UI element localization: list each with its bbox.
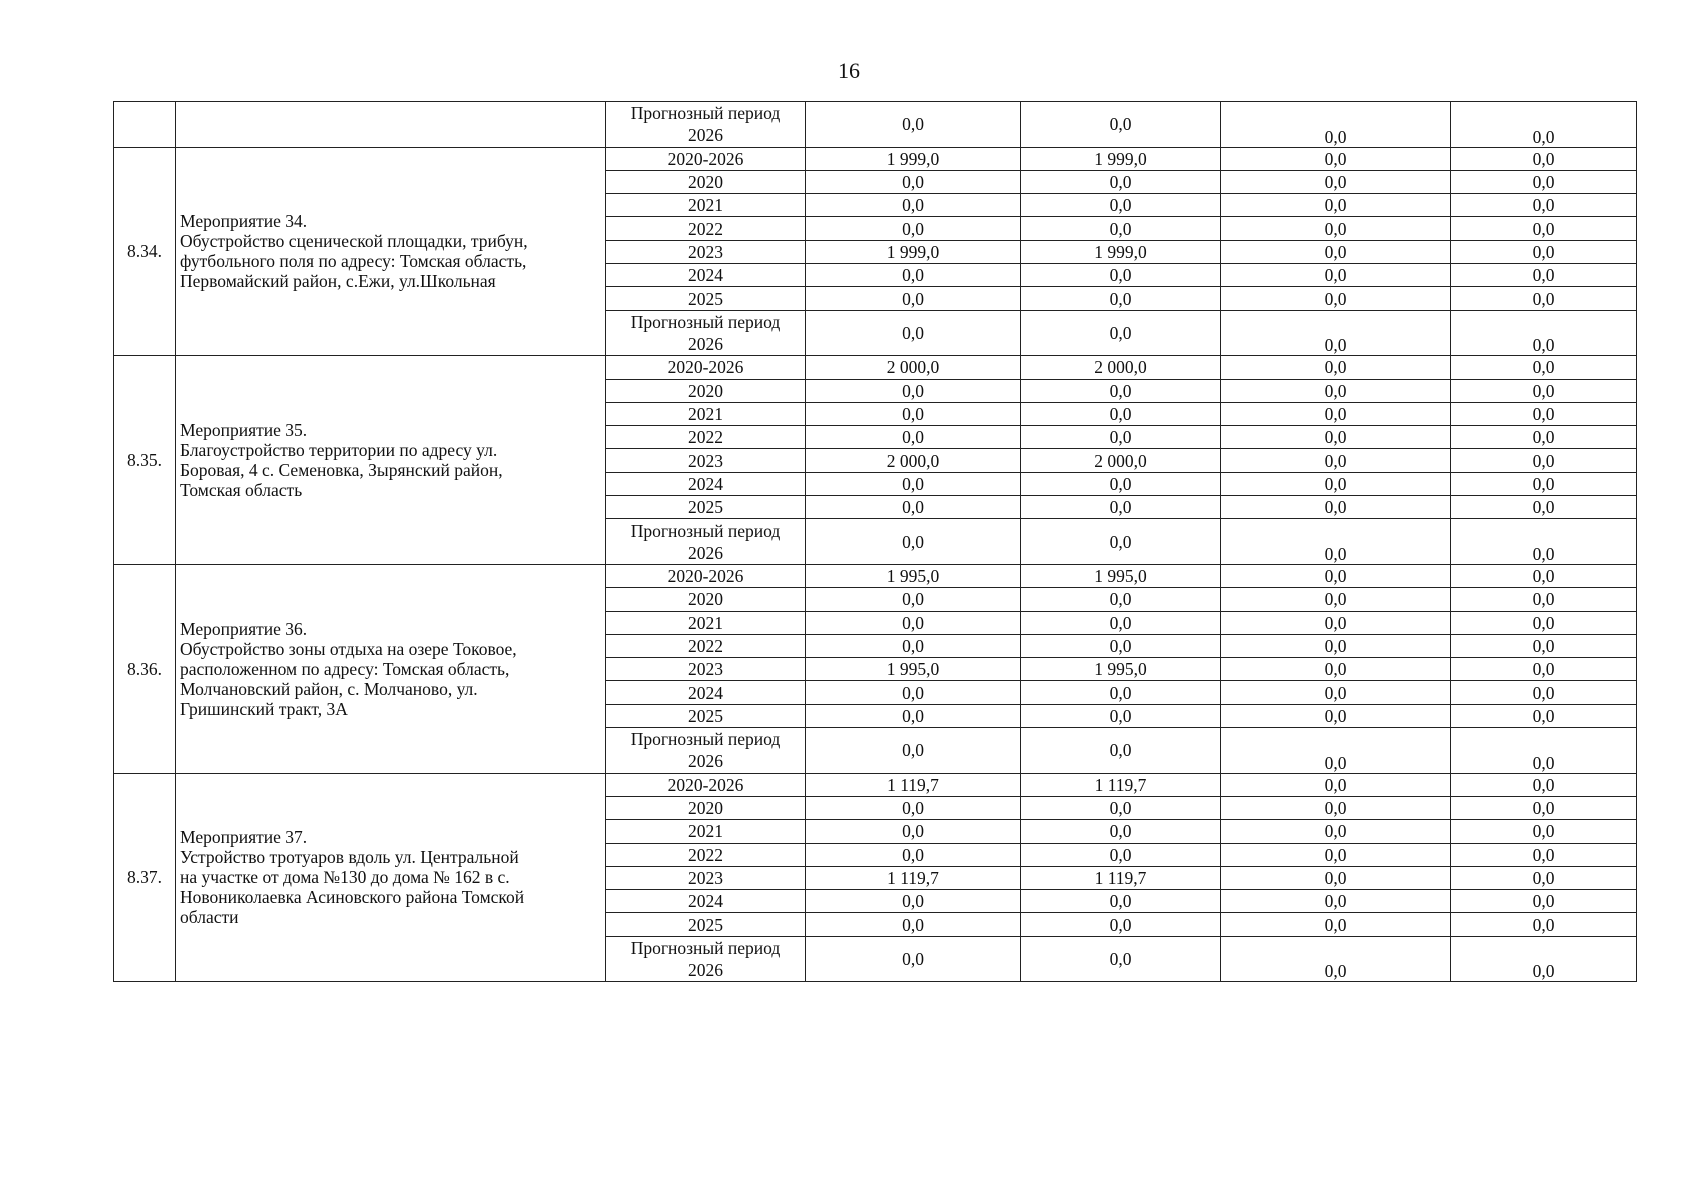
period-cell: 2021 [606, 402, 806, 425]
value-cell: 0,0 [1221, 936, 1451, 982]
value-cell: 0,0 [1221, 379, 1451, 402]
measure-description-line: расположенном по адресу: Томская область, [180, 658, 510, 679]
value-cell: 0,0 [1021, 379, 1221, 402]
measure-description-line: Томская область [180, 480, 303, 501]
value-cell: 0,0 [1451, 449, 1637, 472]
forecast-label: Прогнозный период [630, 311, 781, 332]
period-cell: 2023 [606, 866, 806, 889]
period-cell: 2022 [606, 426, 806, 449]
value-cell: 0,0 [806, 102, 1021, 148]
period-cell: 2020-2026 [606, 773, 806, 796]
value-cell: 0,0 [1221, 796, 1451, 819]
measure-description-line: футбольного поля по адресу: Томская область, [180, 251, 527, 272]
value-cell: 0,0 [1451, 681, 1637, 704]
value-cell: 0,0 [806, 426, 1021, 449]
value-cell: 0,0 [806, 681, 1021, 704]
measure-description-line: Благоустройство территории по адресу ул. [180, 440, 498, 461]
value-cell: 0,0 [1221, 681, 1451, 704]
forecast-year: 2026 [688, 751, 723, 772]
value-cell: 1 999,0 [1021, 240, 1221, 263]
value-cell: 0,0 [1451, 102, 1637, 148]
value-cell: 0,0 [1021, 890, 1221, 913]
value-cell: 0,0 [806, 588, 1021, 611]
value-cell: 0,0 [1021, 287, 1221, 310]
measure-description [176, 773, 606, 982]
table-row [114, 356, 1637, 379]
forecast-period-cell [606, 102, 806, 148]
measure-description [176, 356, 606, 565]
value-cell: 0,0 [1221, 194, 1451, 217]
value-cell: 0,0 [1221, 658, 1451, 681]
measure-number: 8.35. [114, 356, 176, 565]
value-cell: 0,0 [1451, 402, 1637, 425]
value-cell: 0,0 [806, 704, 1021, 727]
value-cell: 0,0 [806, 287, 1021, 310]
value-cell: 0,0 [1451, 588, 1637, 611]
period-cell: 2023 [606, 449, 806, 472]
value-cell: 0,0 [1451, 611, 1637, 634]
value-cell: 0,0 [1021, 170, 1221, 193]
value-cell: 0,0 [1221, 217, 1451, 240]
value-cell: 0,0 [806, 310, 1021, 356]
value-cell: 0,0 [1451, 472, 1637, 495]
budget-table-body [114, 102, 1637, 982]
value-cell: 0,0 [1451, 843, 1637, 866]
value-cell: 0,0 [1021, 704, 1221, 727]
value-cell: 0,0 [806, 913, 1021, 936]
value-cell: 0,0 [806, 936, 1021, 982]
value-cell: 0,0 [1451, 496, 1637, 519]
value-cell: 0,0 [806, 194, 1021, 217]
value-cell: 2 000,0 [806, 356, 1021, 379]
period-cell: 2020 [606, 379, 806, 402]
period-cell: 2022 [606, 634, 806, 657]
value-cell: 0,0 [806, 519, 1021, 565]
period-cell: 2020-2026 [606, 147, 806, 170]
value-cell: 0,0 [1221, 843, 1451, 866]
forecast-period-cell [606, 728, 806, 774]
measure-description [176, 147, 606, 356]
value-cell: 0,0 [806, 728, 1021, 774]
value-cell: 0,0 [806, 611, 1021, 634]
period-cell: 2024 [606, 890, 806, 913]
value-cell: 0,0 [806, 820, 1021, 843]
forecast-period-cell [606, 519, 806, 565]
forecast-label: Прогнозный период [630, 937, 781, 958]
value-cell: 0,0 [1221, 170, 1451, 193]
measure-description-line: Первомайский район, с.Ежи, ул.Школьная [180, 271, 496, 292]
period-cell: 2021 [606, 611, 806, 634]
value-cell: 0,0 [1021, 402, 1221, 425]
value-cell: 2 000,0 [1021, 449, 1221, 472]
value-cell: 0,0 [1221, 588, 1451, 611]
value-cell: 1 995,0 [1021, 658, 1221, 681]
value-cell: 0,0 [1221, 102, 1451, 148]
measure-title: Мероприятие 37. [180, 827, 308, 848]
value-cell: 1 995,0 [1021, 564, 1221, 587]
measure-number: 8.37. [114, 773, 176, 982]
value-cell: 0,0 [1221, 310, 1451, 356]
table-row [114, 564, 1637, 587]
measure-description [176, 564, 606, 773]
forecast-period-cell [606, 936, 806, 982]
value-cell: 1 995,0 [806, 564, 1021, 587]
value-cell: 1 999,0 [1021, 147, 1221, 170]
value-cell: 0,0 [1451, 426, 1637, 449]
value-cell: 0,0 [806, 890, 1021, 913]
value-cell: 0,0 [1451, 379, 1637, 402]
table-row [114, 147, 1637, 170]
value-cell: 0,0 [1021, 194, 1221, 217]
value-cell: 0,0 [806, 217, 1021, 240]
value-cell: 0,0 [1021, 820, 1221, 843]
value-cell: 0,0 [1451, 704, 1637, 727]
value-cell: 0,0 [1021, 310, 1221, 356]
value-cell: 0,0 [1451, 356, 1637, 379]
value-cell: 0,0 [1451, 796, 1637, 819]
measure-title: Мероприятие 34. [180, 211, 308, 232]
value-cell: 0,0 [1221, 426, 1451, 449]
value-cell: 0,0 [1021, 634, 1221, 657]
value-cell: 0,0 [1221, 519, 1451, 565]
forecast-label: Прогнозный период [630, 520, 781, 541]
value-cell: 0,0 [1021, 264, 1221, 287]
forecast-year: 2026 [688, 542, 723, 563]
period-cell: 2020 [606, 588, 806, 611]
value-cell: 0,0 [1021, 936, 1221, 982]
value-cell: 0,0 [1221, 147, 1451, 170]
value-cell: 0,0 [1221, 240, 1451, 263]
value-cell: 0,0 [1451, 890, 1637, 913]
value-cell: 0,0 [1221, 402, 1451, 425]
value-cell: 0,0 [806, 634, 1021, 657]
value-cell: 1 119,7 [1021, 773, 1221, 796]
forecast-year: 2026 [688, 125, 723, 146]
value-cell: 0,0 [1021, 519, 1221, 565]
period-cell: 2020-2026 [606, 356, 806, 379]
measure-title: Мероприятие 36. [180, 618, 308, 639]
measure-description-line: Новониколаевка Асиновского района Томской [180, 887, 525, 908]
value-cell: 0,0 [1221, 773, 1451, 796]
period-cell: 2025 [606, 496, 806, 519]
measure-description-line: Обустройство зоны отдыха на озере Токовое, [180, 638, 517, 659]
value-cell: 0,0 [1021, 796, 1221, 819]
measure-description-line: области [180, 907, 239, 928]
value-cell: 0,0 [1451, 217, 1637, 240]
value-cell: 0,0 [1221, 634, 1451, 657]
value-cell: 0,0 [1221, 264, 1451, 287]
period-cell: 2023 [606, 240, 806, 263]
forecast-label: Прогнозный период [630, 103, 781, 124]
forecast-year: 2026 [688, 333, 723, 354]
value-cell: 0,0 [1451, 913, 1637, 936]
value-cell: 2 000,0 [1021, 356, 1221, 379]
period-cell: 2025 [606, 704, 806, 727]
period-cell: 2024 [606, 681, 806, 704]
measure-description-line: Обустройство сценической площадки, трибун, [180, 231, 528, 252]
value-cell: 0,0 [1221, 611, 1451, 634]
value-cell: 0,0 [1221, 472, 1451, 495]
value-cell: 0,0 [1021, 472, 1221, 495]
value-cell: 0,0 [1451, 310, 1637, 356]
value-cell: 0,0 [1221, 356, 1451, 379]
period-cell: 2020-2026 [606, 564, 806, 587]
value-cell: 0,0 [1221, 866, 1451, 889]
value-cell: 2 000,0 [806, 449, 1021, 472]
value-cell: 0,0 [1221, 890, 1451, 913]
period-cell: 2025 [606, 913, 806, 936]
value-cell: 0,0 [1451, 634, 1637, 657]
value-cell: 0,0 [806, 796, 1021, 819]
empty-description-cell [176, 102, 606, 148]
value-cell: 0,0 [1221, 449, 1451, 472]
value-cell: 0,0 [1021, 728, 1221, 774]
page-number: 16 [838, 58, 860, 83]
value-cell: 0,0 [1021, 611, 1221, 634]
measure-description-line: Боровая, 4 с. Семеновка, Зырянский район, [180, 460, 503, 481]
period-cell: 2021 [606, 194, 806, 217]
period-cell: 2023 [606, 658, 806, 681]
value-cell: 0,0 [806, 379, 1021, 402]
forecast-year: 2026 [688, 959, 723, 980]
period-cell: 2021 [606, 820, 806, 843]
period-cell: 2024 [606, 264, 806, 287]
value-cell: 0,0 [1221, 564, 1451, 587]
value-cell: 0,0 [1451, 564, 1637, 587]
value-cell: 0,0 [1451, 194, 1637, 217]
value-cell: 0,0 [1221, 704, 1451, 727]
measure-description-line: Молчановский район, с. Молчаново, ул. [180, 678, 478, 699]
forecast-period-cell [606, 310, 806, 356]
value-cell: 0,0 [806, 402, 1021, 425]
value-cell: 0,0 [806, 472, 1021, 495]
value-cell: 0,0 [1021, 496, 1221, 519]
value-cell: 0,0 [1451, 773, 1637, 796]
value-cell: 0,0 [1451, 240, 1637, 263]
table-row-forecast-continued [114, 102, 1637, 148]
value-cell: 0,0 [1451, 936, 1637, 982]
table-row [114, 773, 1637, 796]
value-cell: 0,0 [1021, 913, 1221, 936]
empty-number-cell [114, 102, 176, 148]
value-cell: 0,0 [1451, 658, 1637, 681]
value-cell: 0,0 [1451, 287, 1637, 310]
period-cell: 2020 [606, 796, 806, 819]
measure-number: 8.34. [114, 147, 176, 356]
value-cell: 0,0 [1451, 264, 1637, 287]
value-cell: 0,0 [806, 170, 1021, 193]
budget-table [113, 101, 1637, 982]
period-cell: 2025 [606, 287, 806, 310]
measure-number: 8.36. [114, 564, 176, 773]
value-cell: 0,0 [1021, 426, 1221, 449]
value-cell: 1 995,0 [806, 658, 1021, 681]
measure-description-line: Устройство тротуаров вдоль ул. Центральной [180, 847, 519, 868]
period-cell: 2020 [606, 170, 806, 193]
period-cell: 2022 [606, 217, 806, 240]
value-cell: 0,0 [806, 264, 1021, 287]
value-cell: 0,0 [1221, 820, 1451, 843]
forecast-label: Прогнозный период [630, 729, 781, 750]
value-cell: 1 119,7 [806, 866, 1021, 889]
value-cell: 0,0 [1221, 913, 1451, 936]
value-cell: 1 999,0 [806, 147, 1021, 170]
value-cell: 0,0 [1021, 588, 1221, 611]
value-cell: 0,0 [1451, 820, 1637, 843]
value-cell: 0,0 [1021, 843, 1221, 866]
value-cell: 1 119,7 [806, 773, 1021, 796]
value-cell: 0,0 [1451, 147, 1637, 170]
value-cell: 0,0 [806, 843, 1021, 866]
value-cell: 0,0 [1451, 866, 1637, 889]
value-cell: 0,0 [1221, 496, 1451, 519]
measure-title: Мероприятие 35. [180, 420, 308, 441]
value-cell: 0,0 [1451, 728, 1637, 774]
period-cell: 2022 [606, 843, 806, 866]
value-cell: 0,0 [1021, 217, 1221, 240]
value-cell: 1 119,7 [1021, 866, 1221, 889]
value-cell: 0,0 [1451, 170, 1637, 193]
measure-description-line: на участке от дома №130 до дома № 162 в с. [180, 867, 510, 888]
value-cell: 0,0 [806, 496, 1021, 519]
measure-description-line: Гришинский тракт, 3А [180, 698, 348, 719]
value-cell: 1 999,0 [806, 240, 1021, 263]
value-cell: 0,0 [1221, 728, 1451, 774]
value-cell: 0,0 [1021, 681, 1221, 704]
value-cell: 0,0 [1021, 102, 1221, 148]
period-cell: 2024 [606, 472, 806, 495]
value-cell: 0,0 [1221, 287, 1451, 310]
value-cell: 0,0 [1451, 519, 1637, 565]
